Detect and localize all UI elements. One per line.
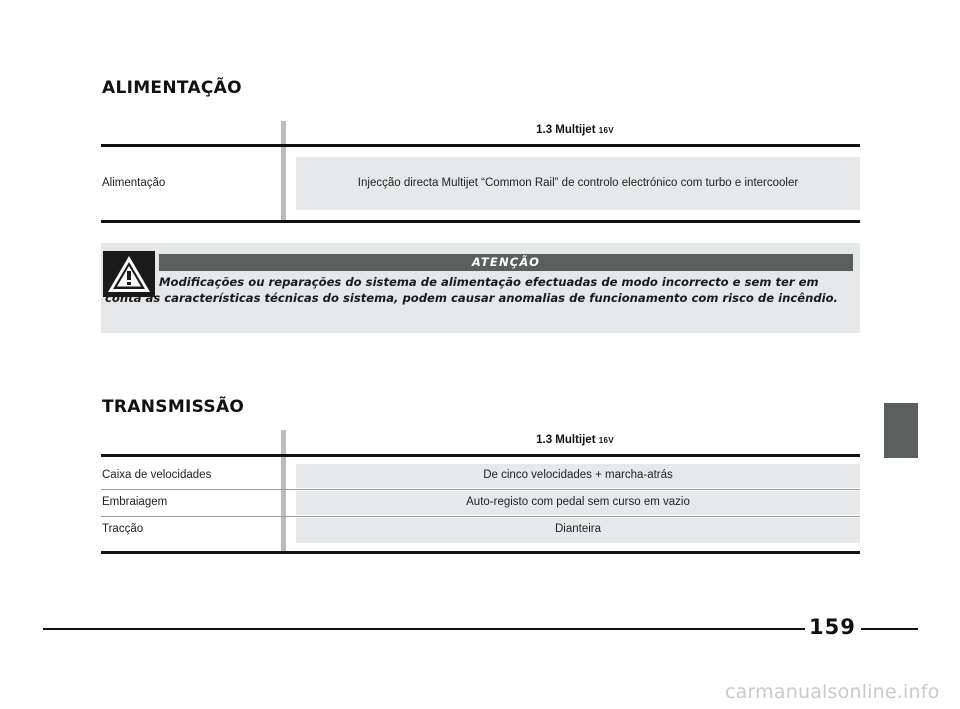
table-top-rule (101, 454, 860, 457)
engine-name: 1.3 Multijet (536, 434, 596, 446)
section-tab (884, 403, 918, 458)
row-value-caixa: De cinco velocidades + marcha-atrás (483, 469, 673, 481)
row-value-traccao: Dianteira (554, 523, 602, 535)
section-title-alimentacao: ALIMENTAÇÃO (102, 78, 242, 98)
column-divider (281, 121, 286, 220)
column-divider (281, 430, 286, 552)
row-value-alimentacao: Injecção directa Multijet “Common Rail” de controlo electrónico com turbo e intercooler (357, 177, 799, 189)
row-label-traccao: Tracção (102, 523, 144, 535)
engine-valves: 16V (598, 436, 614, 445)
row-separator (101, 489, 860, 490)
row-label-caixa: Caixa de velocidades (102, 469, 212, 481)
warning-title: ATENÇÃO (159, 254, 853, 271)
row-value-embraiagem: Auto-registo com pedal sem curso em vazio (466, 496, 690, 508)
footer-rule-left (43, 628, 805, 630)
engine-name: 1.3 Multijet (536, 124, 596, 136)
table-bottom-rule (101, 551, 860, 554)
watermark: carmanualsonline.info (725, 681, 940, 703)
table-top-rule (101, 144, 860, 147)
warning-text: Modificações ou reparações do sistema de alimentação efectuadas de modo incorrecto e sem ter em conta as características técnicas do sistema, podem causar anomalias de funcionamento com risco de incêndio. (105, 275, 838, 305)
row-label-embraiagem: Embraiagem (102, 496, 168, 508)
engine-valves: 16V (598, 126, 614, 135)
row-label-alimentacao: Alimentação (102, 177, 166, 189)
page-number: 159 (809, 615, 856, 639)
row-separator (101, 516, 860, 517)
footer-rule-right (861, 628, 918, 630)
column-header (290, 434, 860, 446)
section-title-transmissao: TRANSMISSÃO (102, 397, 245, 417)
column-header (290, 124, 860, 136)
table-bottom-rule (101, 220, 860, 223)
